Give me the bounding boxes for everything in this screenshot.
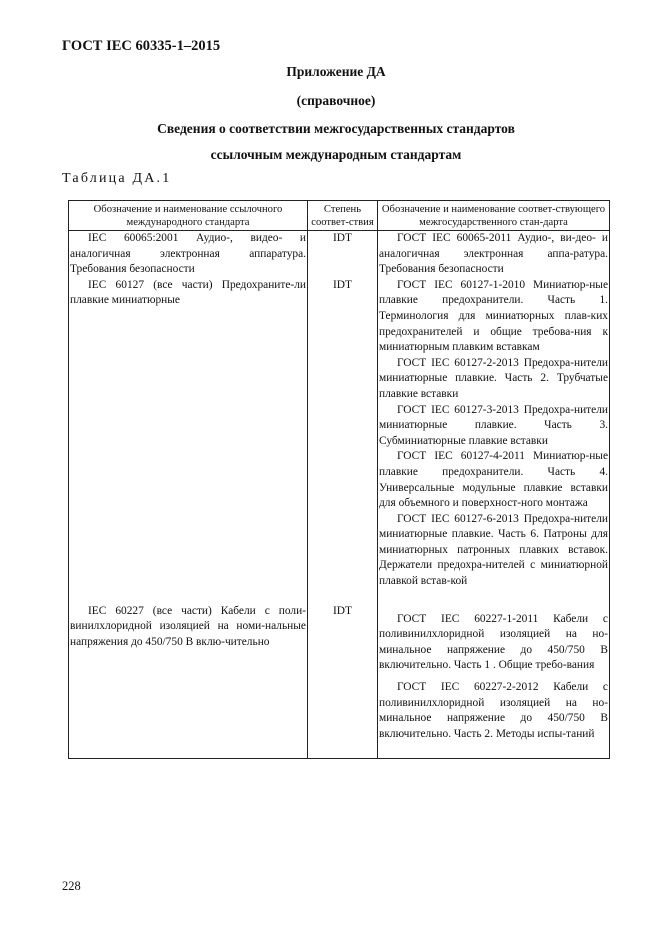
degree-cell: IDT bbox=[308, 278, 378, 590]
column-header-intl: Обозначение и наименование ссылочного международного стандарта bbox=[69, 201, 308, 231]
gost-standard-cell bbox=[378, 231, 610, 278]
table-row bbox=[69, 278, 610, 590]
intl-standard: IEC 60227 (все части) Кабели с поли-винилхлоридной изоляцией на номи-нальные напряжения до 450/750 В вклю-чительно bbox=[70, 604, 306, 648]
intl-standard-cell bbox=[69, 231, 308, 278]
table-label: Таблица ДА.1 bbox=[62, 171, 172, 186]
appendix-heading-line1: Сведения о соответствии межгосударственных стандартов bbox=[157, 121, 515, 136]
gost-standard: ГОСТ IEC 60127-2-2013 Предохра-нители миниатюрные плавкие. Часть 2. Трубчатые плавкие вставки bbox=[379, 356, 608, 400]
gost-standard: ГОСТ IEC 60227-1-2011 Кабели с поливинилхлоридной изоляцией на но-минальное напряжение до 450/750 В включительно. Часть 1 . Общие требо-вания bbox=[379, 612, 608, 672]
gost-standard: ГОСТ IEC 60127-3-2013 Предохра-нители миниатюрные плавкие. Часть 3. Субминиатюрные плавкие вставки bbox=[379, 403, 608, 447]
gost-standard: ГОСТ IEC 60065-2011 Аудио-, ви-део- и аналогичная электронная аппа-ратура. Требования безопасности bbox=[379, 232, 608, 276]
appendix-subtitle: (справочное) bbox=[296, 93, 376, 108]
column-header-gost: Обозначение и наименование соответ-ствующего межгосударственного стан-дарта bbox=[378, 201, 610, 231]
table-row bbox=[69, 231, 610, 278]
gost-standard: ГОСТ IEC 60127-1-2010 Миниатюр-ные плавкие предохранители. Часть 1. Терминология для миниатюрных плав-ких предохранителей и общие требова-ния к миниатюрным плавким вставкам bbox=[379, 278, 608, 354]
document-code: ГОСТ IEC 60335-1–2015 bbox=[62, 38, 221, 54]
intl-standard-cell bbox=[69, 278, 308, 590]
correspondence-table bbox=[68, 200, 610, 759]
table-header-row bbox=[69, 201, 610, 231]
gost-standard-cell bbox=[378, 278, 610, 590]
degree-cell: IDT bbox=[308, 231, 378, 278]
degree-cell: IDT bbox=[308, 590, 378, 759]
table-row bbox=[69, 590, 610, 759]
appendix-heading-line2: ссылочным международным стандартам bbox=[210, 147, 462, 162]
gost-standard-cell bbox=[378, 590, 610, 759]
page-number: 228 bbox=[62, 879, 81, 893]
gost-standard: ГОСТ IEC 60127-6-2013 Предохра-нители миниатюрные плавкие. Часть 6. Патроны для миниатюрных патронных плавких вставок. Держатели предохра-нителей с миниатюрной плавкой встав-кой bbox=[379, 512, 608, 588]
intl-standard-cell bbox=[69, 590, 308, 759]
intl-standard: IEC 60065:2001 Аудио-, видео- и аналогичная электронная аппаратура. Требования безопасности bbox=[70, 232, 306, 276]
appendix-title: Приложение ДА bbox=[286, 64, 386, 79]
column-header-degree: Степень соответ-ствия bbox=[308, 201, 378, 231]
gost-standard: ГОСТ IEC 60227-2-2012 Кабели с поливинилхлоридной изоляцией на но-минальное напряжение до 450/750 В включительно. Часть 2. Методы испы-таний bbox=[379, 681, 608, 740]
intl-standard: IEC 60127 (все части) Предохраните-ли плавкие миниатюрные bbox=[70, 278, 306, 307]
gost-standard: ГОСТ IEC 60127-4-2011 Миниатюр-ные плавкие предохранители. Часть 4. Универсальные модульные плавкие вставки для объемного и поверхност-ного монтажа bbox=[379, 450, 608, 510]
